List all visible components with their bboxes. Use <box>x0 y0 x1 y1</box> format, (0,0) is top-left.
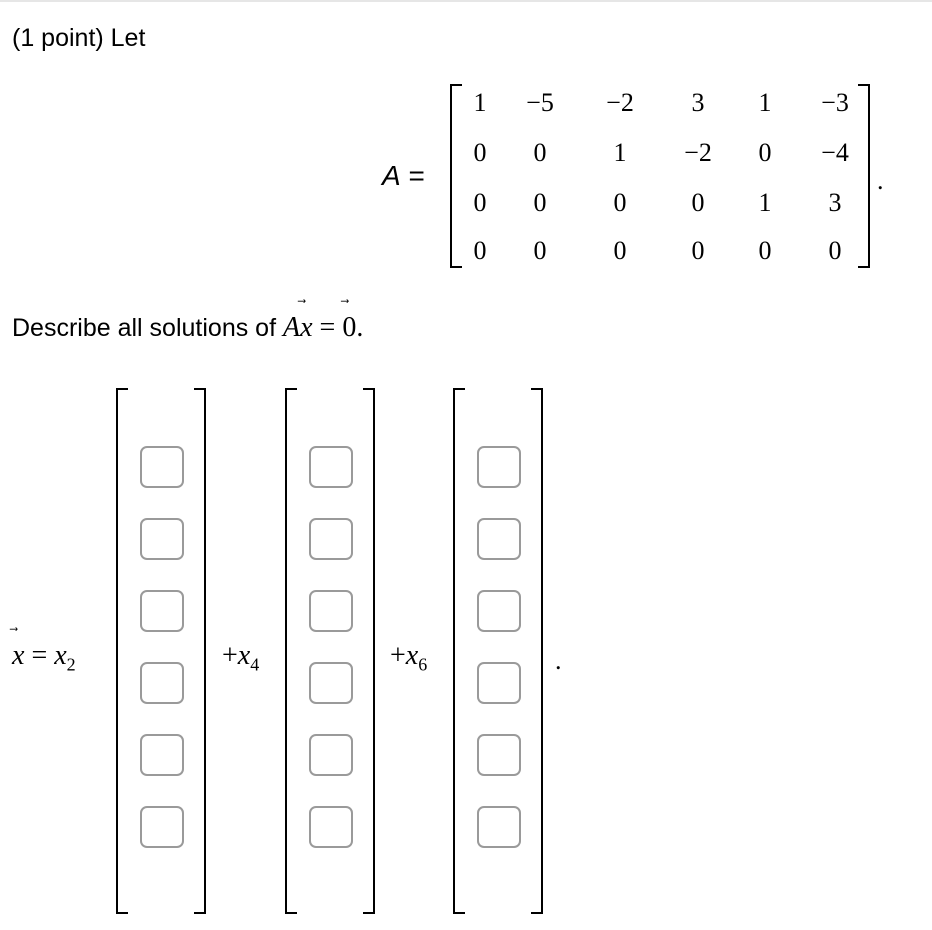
vector-arrow-icon <box>300 298 312 316</box>
matrix-cell: 0 <box>533 138 547 167</box>
left-bracket <box>116 388 128 914</box>
plus-sign: + <box>390 640 406 671</box>
answer-input[interactable] <box>477 734 521 776</box>
answer-input[interactable] <box>309 518 353 560</box>
equals-sign: = <box>408 160 425 191</box>
problem-header: (1 point) Let <box>12 24 146 52</box>
solution-period: . <box>555 646 562 675</box>
matrix-cell: 0 <box>758 236 772 265</box>
matrix-cell: 0 <box>473 188 487 217</box>
matrix-cell: 0 <box>691 188 705 217</box>
question-prefix: Describe all solutions of <box>12 314 277 342</box>
matrix-cell: 0 <box>613 236 627 265</box>
zero-vector <box>342 312 356 344</box>
zero-digit: 0 <box>342 312 357 343</box>
coef-sub: 6 <box>418 654 428 675</box>
solution-x-letter: x <box>12 640 25 671</box>
answer-input[interactable] <box>309 806 353 848</box>
matrix-cell: −2 <box>684 138 712 167</box>
matrix-cell: −3 <box>821 88 849 117</box>
answer-input[interactable] <box>140 734 184 776</box>
coef-x: x <box>54 640 67 671</box>
left-bracket <box>285 388 297 914</box>
coef-sub: 2 <box>66 654 76 675</box>
equation-eq: = <box>319 312 336 343</box>
term-3-label <box>390 640 427 676</box>
matrix-cell: 3 <box>828 188 842 217</box>
question-text <box>12 312 363 344</box>
vector-column-2 <box>285 388 375 914</box>
answer-input[interactable] <box>309 590 353 632</box>
matrix-cell: 1 <box>613 138 627 167</box>
answer-input[interactable] <box>140 806 184 848</box>
answer-input[interactable] <box>140 518 184 560</box>
solution-lhs <box>12 640 76 676</box>
vector-x <box>300 312 312 344</box>
vector-arrow-icon <box>12 626 24 644</box>
matrix-cell: −5 <box>526 88 554 117</box>
matrix-cell: 0 <box>533 188 547 217</box>
matrix-a <box>450 84 870 268</box>
matrix-cell: 0 <box>691 236 705 265</box>
matrix-cell: 0 <box>473 138 487 167</box>
right-bracket <box>363 388 375 914</box>
matrix-cell: −2 <box>606 88 634 117</box>
question-end: . <box>356 312 364 343</box>
vector-x-letter: x <box>300 312 313 343</box>
top-divider <box>0 0 932 2</box>
matrix-cell: 1 <box>758 88 772 117</box>
vector-column-1 <box>116 388 206 914</box>
equation <box>283 312 363 343</box>
matrix-cell: −4 <box>821 138 849 167</box>
left-bracket <box>453 388 465 914</box>
matrix-cell: 0 <box>533 236 547 265</box>
matrix-cell: 0 <box>758 138 772 167</box>
right-bracket <box>531 388 543 914</box>
matrix-cell: 1 <box>473 88 487 117</box>
coef-x: x <box>237 640 251 671</box>
matrix-name: A <box>382 160 401 191</box>
answer-input[interactable] <box>477 806 521 848</box>
plus-sign: + <box>222 640 238 671</box>
answer-input[interactable] <box>309 734 353 776</box>
matrix-cell: 0 <box>613 188 627 217</box>
matrix-cell: 3 <box>691 88 705 117</box>
answer-input[interactable] <box>477 518 521 560</box>
coef-sub: 4 <box>250 654 260 675</box>
term-2-label <box>222 640 259 676</box>
equation-a: A <box>282 312 301 343</box>
solution-eq: = <box>31 640 48 671</box>
matrix-cell: 0 <box>828 236 842 265</box>
answer-input[interactable] <box>309 446 353 488</box>
answer-input[interactable] <box>477 446 521 488</box>
answer-input[interactable] <box>140 446 184 488</box>
coef-x: x <box>405 640 419 671</box>
answer-input[interactable] <box>140 662 184 704</box>
matrix-cell: 0 <box>473 236 487 265</box>
vector-column-3 <box>453 388 543 914</box>
answer-input[interactable] <box>309 662 353 704</box>
matrix-period: . <box>877 166 884 195</box>
vector-arrow-icon <box>342 298 356 316</box>
answer-input[interactable] <box>477 662 521 704</box>
solution-vector-x <box>12 640 24 672</box>
answer-input[interactable] <box>477 590 521 632</box>
right-bracket <box>194 388 206 914</box>
matrix-cell: 1 <box>758 188 772 217</box>
answer-input[interactable] <box>140 590 184 632</box>
matrix-label <box>382 160 425 192</box>
